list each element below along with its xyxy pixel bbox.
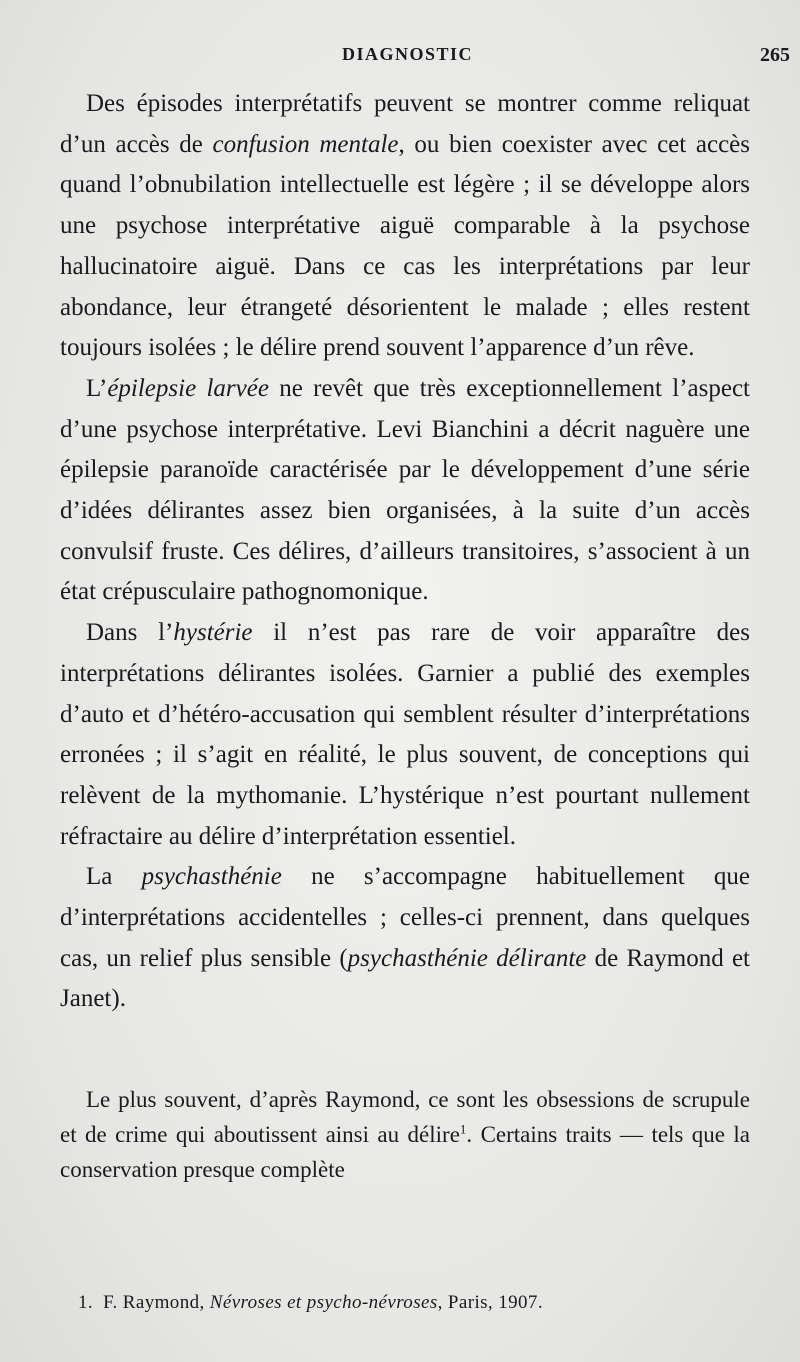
p1-text-a: Des épisodes interprétatifs peuvent se montrer comme reliquat d’un accès de (60, 90, 750, 158)
paragraph-confusion-mentale (60, 84, 750, 369)
p4-text-a: La (86, 863, 142, 891)
p2-text-c: ne revêt que très exceptionnellement l’aspect d’une psychose interprétative. Levi Bianchini a décrit naguère une épilepsie paranoïde caractérisée par le développement d’une série d’idées délirantes assez bien organisées, à la suite d’un accès convulsif fruste. Ces délires, d’ailleurs transitoires, s’associent à un état crépusculaire pathognomonique. (60, 374, 750, 606)
footnote-number: 1. (78, 1292, 94, 1313)
p1-italic: confusion mentale (212, 130, 399, 158)
paragraph-epilepsie (60, 369, 750, 613)
p4-text-c: ne s’accompagne habituellement que d’interprétations accidentelles ; celles-ci prennent, dans quelques cas, un relief plus sensible ( (60, 863, 751, 972)
p4-italic: psychasthénie (141, 863, 282, 891)
footnote-title: Névroses et psycho-névroses (209, 1292, 438, 1313)
paragraph-hysterie (60, 613, 750, 857)
footnote-author: F. Raymond, (103, 1292, 210, 1313)
p3-italic: hystérie (173, 619, 253, 647)
p5-text-a: Le plus souvent, d’après Raymond, ce sont les obsessions de scrupule et de crime qui aboutissent ainsi au délire (60, 1087, 750, 1148)
section-gap (60, 1020, 750, 1082)
p3-text-c: il n’est pas rare de voir apparaître des interprétations délirantes isolées. Garnier a publié des exemples d’auto et d’hétéro-accusation qui semblent résulter d’interprétations erronées ; il s’agit en réalité, le plus souvent, de conceptions qui relèvent de la mythomanie. L’hystérique n’est pourtant nullement réfractaire au délire d’interprétation essentiel. (60, 619, 750, 850)
p4-italic-2: psychasthénie délirante (347, 944, 587, 972)
p2-italic: épilepsie larvée (107, 374, 269, 402)
footnote-rest: , Paris, 1907. (437, 1292, 543, 1313)
running-title: DIAGNOSTIC (342, 44, 474, 64)
p5-text-b: . Certains traits — tels que la conservation presque complète (60, 1122, 751, 1183)
paragraph-raymond (60, 1082, 750, 1187)
page-number: 265 (760, 44, 790, 66)
body-text (60, 84, 750, 1187)
footnote (78, 1292, 543, 1314)
page-header (60, 44, 790, 74)
p4-text-e: de Raymond et Janet). (60, 944, 751, 1013)
paragraph-psychasthenie (60, 857, 750, 1020)
p3-text-a: Dans l’ (86, 619, 174, 647)
p1-text-c: , ou bien coexister avec cet accès quand l’obnubilation intellectuelle est légère ; il se développe alors une psychose interprétative aiguë comparable à la psychose hallucinatoire aiguë. Dans ce cas les interprétations par leur abondance, leur étrangeté désorientent le malade ; elles restent toujours isolées ; le délire prend souvent l’apparence d’un rêve. (60, 130, 750, 362)
footnote-ref: 1 (459, 1121, 467, 1137)
p2-text-a: L’ (86, 374, 108, 402)
